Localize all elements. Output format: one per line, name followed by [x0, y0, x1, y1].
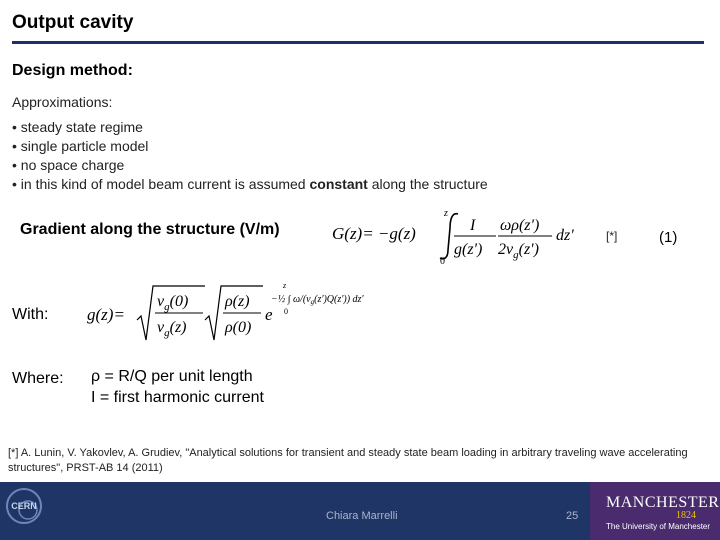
eq2-exp-sub: g: [310, 298, 315, 306]
eq1-den-right: [498, 241, 539, 261]
bullet-text: along the structure: [367, 176, 488, 192]
eq2-lhs: g(z)=: [87, 305, 125, 324]
approximations-heading: Approximations:: [12, 94, 113, 110]
reference-mark: [*]: [606, 229, 618, 243]
eq2-exponent: [271, 294, 364, 306]
eq2-num-left-tail: (0): [169, 293, 189, 310]
with-label: With:: [12, 306, 49, 323]
g-function-equation: [85, 280, 375, 348]
eq2-exp-base: e: [265, 305, 273, 324]
eq2-den-left-tail: (z): [169, 319, 187, 336]
bullet-text: • in this kind of model beam current is assumed: [12, 176, 310, 192]
eq2-den-right: ρ(0): [225, 319, 252, 336]
where-definitions: [91, 366, 264, 408]
list-item: • steady state regime: [12, 119, 143, 135]
slide-title: Output cavity: [12, 12, 134, 33]
eq1-lower-limit: 0: [440, 256, 445, 266]
eq1-differential: dz': [556, 227, 574, 244]
design-method-heading: Design method:: [12, 62, 133, 79]
eq2-exp-tail: (z')Q(z')) dz': [314, 294, 364, 305]
eq2-den-left-v: v: [157, 319, 165, 336]
reference-footnote: [*] A. Lunin, V. Yakovlev, A. Grudiev, "Analytical solutions for transient and steady state beam loading in arbitrary traveling wave accelerating structures", PRST-AB 14 (2011): [8, 447, 688, 474]
bullet-emphasis: constant: [309, 176, 368, 192]
eq2-num-left: [157, 293, 188, 313]
presenter-name: Chiara Marrelli: [326, 510, 398, 522]
eq1-num-right: ωρ(z'): [500, 217, 540, 234]
equation-number: (1): [659, 229, 678, 246]
approximations-list: [12, 118, 488, 194]
eq2-num-right: ρ(z): [225, 293, 250, 310]
eq2-num-left-v: v: [157, 293, 165, 310]
list-item: [12, 175, 488, 194]
university-logo: [590, 482, 720, 540]
eq2-den-left-sub: g: [164, 327, 170, 339]
university-year: 1824: [676, 510, 696, 521]
cern-logo: [4, 486, 44, 526]
title-underline: [12, 41, 704, 44]
eq1-den-right-sub: g: [513, 249, 519, 261]
eq1-den-right-v: 2v: [498, 241, 514, 258]
definition-line: ρ = R/Q per unit length: [91, 368, 253, 385]
definition-line: I = first harmonic current: [91, 389, 264, 406]
eq2-exp-lower: 0: [284, 307, 288, 316]
list-item: • no space charge: [12, 157, 125, 173]
eq2-exp-upper: z: [283, 281, 287, 290]
page-number: 25: [566, 510, 579, 522]
where-label: Where:: [12, 370, 64, 387]
eq2-den-left: [157, 319, 187, 339]
gradient-equation: [330, 206, 590, 266]
eq1-num-left: I: [470, 217, 476, 234]
eq1-den-right-tail: (z'): [518, 241, 539, 258]
list-item: • single particle model: [12, 138, 149, 154]
eq1-den-left: g(z'): [454, 241, 483, 258]
eq1-lhs: G(z)= −g(z): [332, 224, 416, 243]
university-name: MANCHESTER: [606, 494, 720, 511]
eq1-upper-limit: z: [444, 208, 448, 219]
cern-logo-text: CERN: [11, 501, 37, 511]
university-subtitle: The University of Manchester: [606, 522, 711, 531]
slide-footer: [0, 482, 720, 540]
gradient-label: Gradient along the structure (V/m): [20, 221, 280, 238]
eq2-exp-text: −½ ∫ ω/(v: [271, 294, 311, 305]
eq2-num-left-sub: g: [164, 301, 170, 313]
